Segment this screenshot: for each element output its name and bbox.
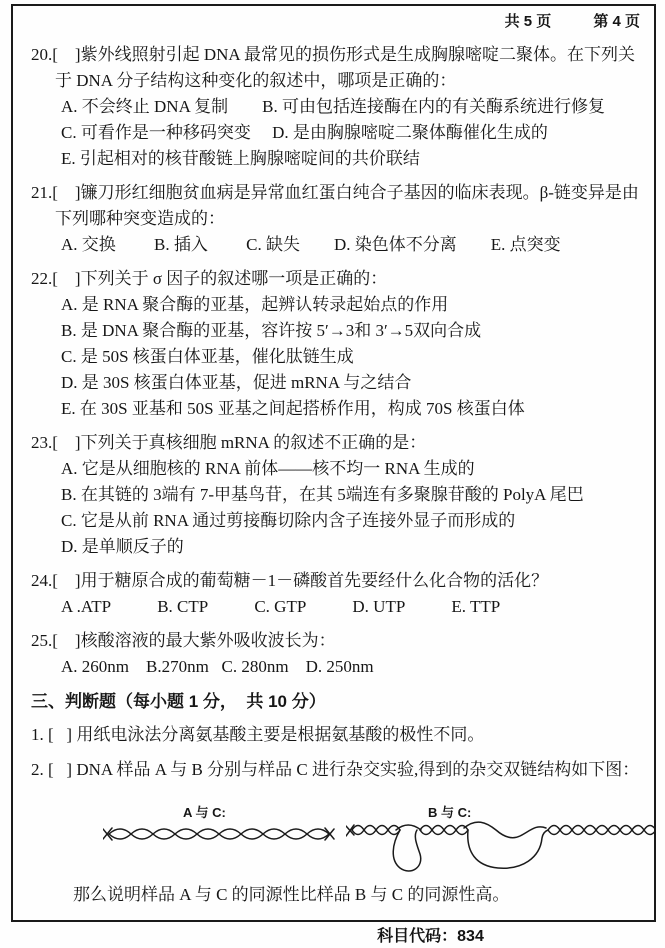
- loop-2: [468, 830, 548, 868]
- judgment-section-heading: 三、判断题（每小题 1 分， 共 10 分）: [31, 692, 326, 711]
- question-22-option-d: D. 是 30S 核蛋白体亚基，促进 mRNA 与之结合: [61, 373, 412, 392]
- question-23-option-b: B. 在其链的 3端有 7-甲基鸟苷，在其 5端连有多聚腺苷酸的 PolyA 尾巴: [61, 485, 584, 504]
- question-23: [31, 430, 656, 560]
- page-number-label: 第 4 页: [593, 13, 640, 30]
- judgment-item-2: 2. [ ] DNA 样品 A 与 B 分别与样品 C 进行杂交实验,得到的杂交双链结构如下图：: [31, 760, 640, 779]
- question-20-options-ab: A. 不会终止 DNA 复制 B. 可由包括连接酶在内的有关酶系统进行修复: [61, 97, 606, 116]
- question-23-option-a: A. 它是从细胞核的 RNA 前体——核不均一 RNA 生成的: [61, 459, 475, 478]
- question-21-options-row: A. 交换 B. 插入 C. 缺失 D. 染色体不分离 E. 点突变: [61, 235, 561, 254]
- question-20-stem-line-1: 20.[ ]紫外线照射引起 DNA 最常见的损伤形式是生成胸腺嘧啶二聚体。在下列关: [31, 45, 635, 64]
- loop-1: [393, 830, 421, 871]
- strand-bottom: [109, 829, 329, 839]
- dna-duplex-bc-figure: [346, 818, 656, 876]
- subject-code: 科目代码：834: [377, 928, 484, 945]
- hybridization-figure: [31, 792, 656, 880]
- question-25-options-row: A. 260nm B.270nm C. 280nm D. 250nm: [61, 657, 374, 676]
- question-22: [31, 266, 656, 422]
- question-20-options-cd: C. 可看作是一种移码突变 D. 是由胸腺嘧啶二聚体酶催化生成的: [61, 123, 548, 142]
- question-22-option-e: E. 在 30S 亚基和 50S 亚基之间起搭桥作用，构成 70S 核蛋白体: [61, 399, 525, 418]
- question-20: [31, 42, 656, 172]
- mid-braid-bottom: [420, 826, 468, 835]
- question-21: [31, 180, 656, 258]
- page-header: [505, 10, 640, 31]
- question-20-stem-line-2: 于 DNA 分子结构这种变化的叙述中，哪项是正确的：: [55, 71, 457, 90]
- figure-label-a-with-c: A 与 C:: [183, 805, 226, 820]
- question-23-option-d: D. 是单顺反子的: [61, 537, 184, 556]
- question-22-option-b: B. 是 DNA 聚合酶的亚基，容许按 5′→3和 3′→5双向合成: [61, 321, 482, 340]
- question-24-options-row: A .ATP B. CTP C. GTP D. UTP E. TTP: [61, 597, 501, 616]
- left-braid-bottom: [352, 826, 400, 835]
- question-22-stem: 22.[ ]下列关于 σ 因子的叙述哪一项是正确的：: [31, 269, 388, 288]
- figure-label-b-with-c: B 与 C:: [428, 805, 472, 820]
- question-25: [31, 628, 656, 680]
- question-24-stem: 24.[ ]用于糖原合成的葡萄糖－1－磷酸首先要经什么化合物的活化？: [31, 571, 549, 590]
- question-23-option-c: C. 它是从前 RNA 通过剪接酶切除内含子连接外显子而形成的: [61, 511, 516, 530]
- judgment-item-1: 1. [ ] 用纸电泳法分离氨基酸主要是根据氨基酸的极性不同。: [31, 725, 485, 744]
- question-21-stem-line-2: 下列哪种突变造成的：: [55, 209, 225, 228]
- total-pages-label: 共 5 页: [504, 13, 552, 30]
- question-24: [31, 568, 656, 620]
- judgment-item-2-conclusion: 那么说明样品 A 与 C 的同源性比样品 B 与 C 的同源性高。: [73, 885, 510, 904]
- dna-duplex-ac-figure: [103, 822, 335, 848]
- question-21-stem-line-1: 21.[ ]镰刀形红细胞贫血病是异常血红蛋白纯合子基因的临床表现。β-链变异是由: [31, 183, 639, 202]
- question-20-option-e: E. 引起相对的核苷酸链上胸腺嘧啶间的共价联结: [61, 149, 420, 168]
- right-braid-top: [548, 826, 656, 835]
- question-22-option-a: A. 是 RNA 聚合酶的亚基，起辨认转录起始点的作用: [61, 295, 449, 314]
- exam-content: [31, 42, 656, 908]
- right-braid-bottom: [548, 826, 656, 835]
- loop-2-over-strand: [464, 822, 546, 838]
- question-22-option-c: C. 是 50S 核蛋白体亚基，催化肽链生成: [61, 347, 354, 366]
- question-25-stem: 25.[ ]核酸溶液的最大紫外吸收波长为：: [31, 631, 336, 650]
- question-23-stem: 23.[ ]下列关于真核细胞 mRNA 的叙述不正确的是：: [31, 433, 427, 452]
- page-border: [11, 4, 656, 922]
